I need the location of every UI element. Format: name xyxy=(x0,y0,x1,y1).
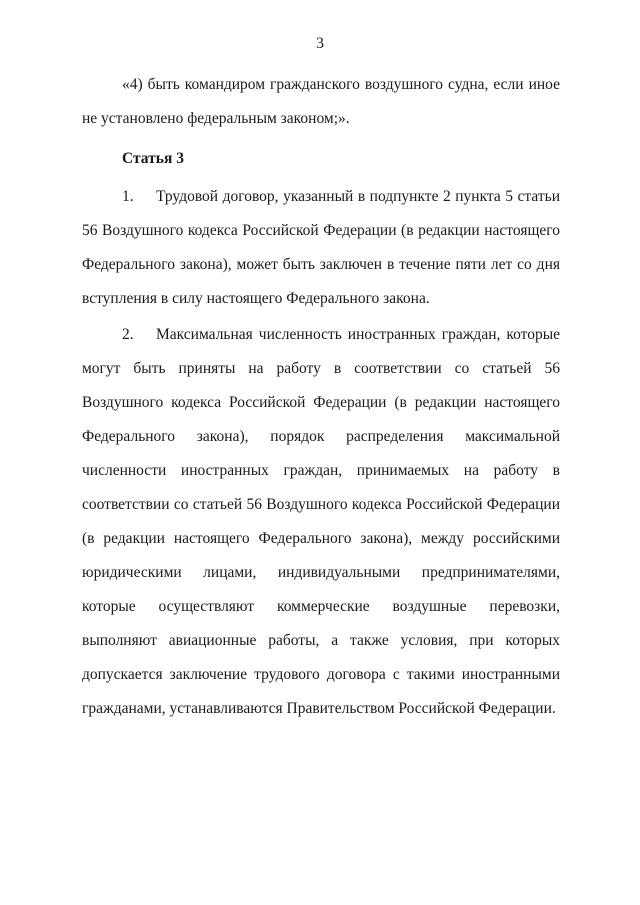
item-text: Трудовой договор, указанный в подпункте 2 пункта 5 статьи 56 Воздушного кодекса Российской Федерации (в редакции настоящего Федерального закона), может быть заключен в течение пяти лет со дня вступления в силу настоящего Федерального закона. xyxy=(82,188,560,307)
article-item-1 xyxy=(82,180,560,316)
item-number: 2. xyxy=(122,326,134,343)
item-number: 1. xyxy=(122,188,134,205)
quoted-clause: «4) быть командиром гражданского воздушного судна, если иное не установлено федеральным законом;». xyxy=(82,76,560,127)
document-body xyxy=(82,68,560,726)
page-number: 3 xyxy=(316,35,324,52)
article-heading: Статья 3 xyxy=(122,150,184,167)
item-text: Максимальная численность иностранных граждан, которые могут быть приняты на работу в соответствии со статьей 56 Воздушного кодекса Российской Федерации (в редакции настоящего Федерального закона), порядок распределения максимальной численности иностранных граждан, принимаемых на работу в соответствии со статьей 56 Воздушного кодекса Российской Федерации (в редакции настоящего Федерального закона), между российскими юридическими лицами, индивидуальными предпринимателями, которые осуществляют коммерческие воздушные перевозки, выполняют авиационные работы, а также условия, при которых допускается заключение трудового договора с такими иностранными гражданами, устанавливаются Правительством Российской Федерации. xyxy=(82,326,560,717)
article-item-2 xyxy=(82,318,560,726)
